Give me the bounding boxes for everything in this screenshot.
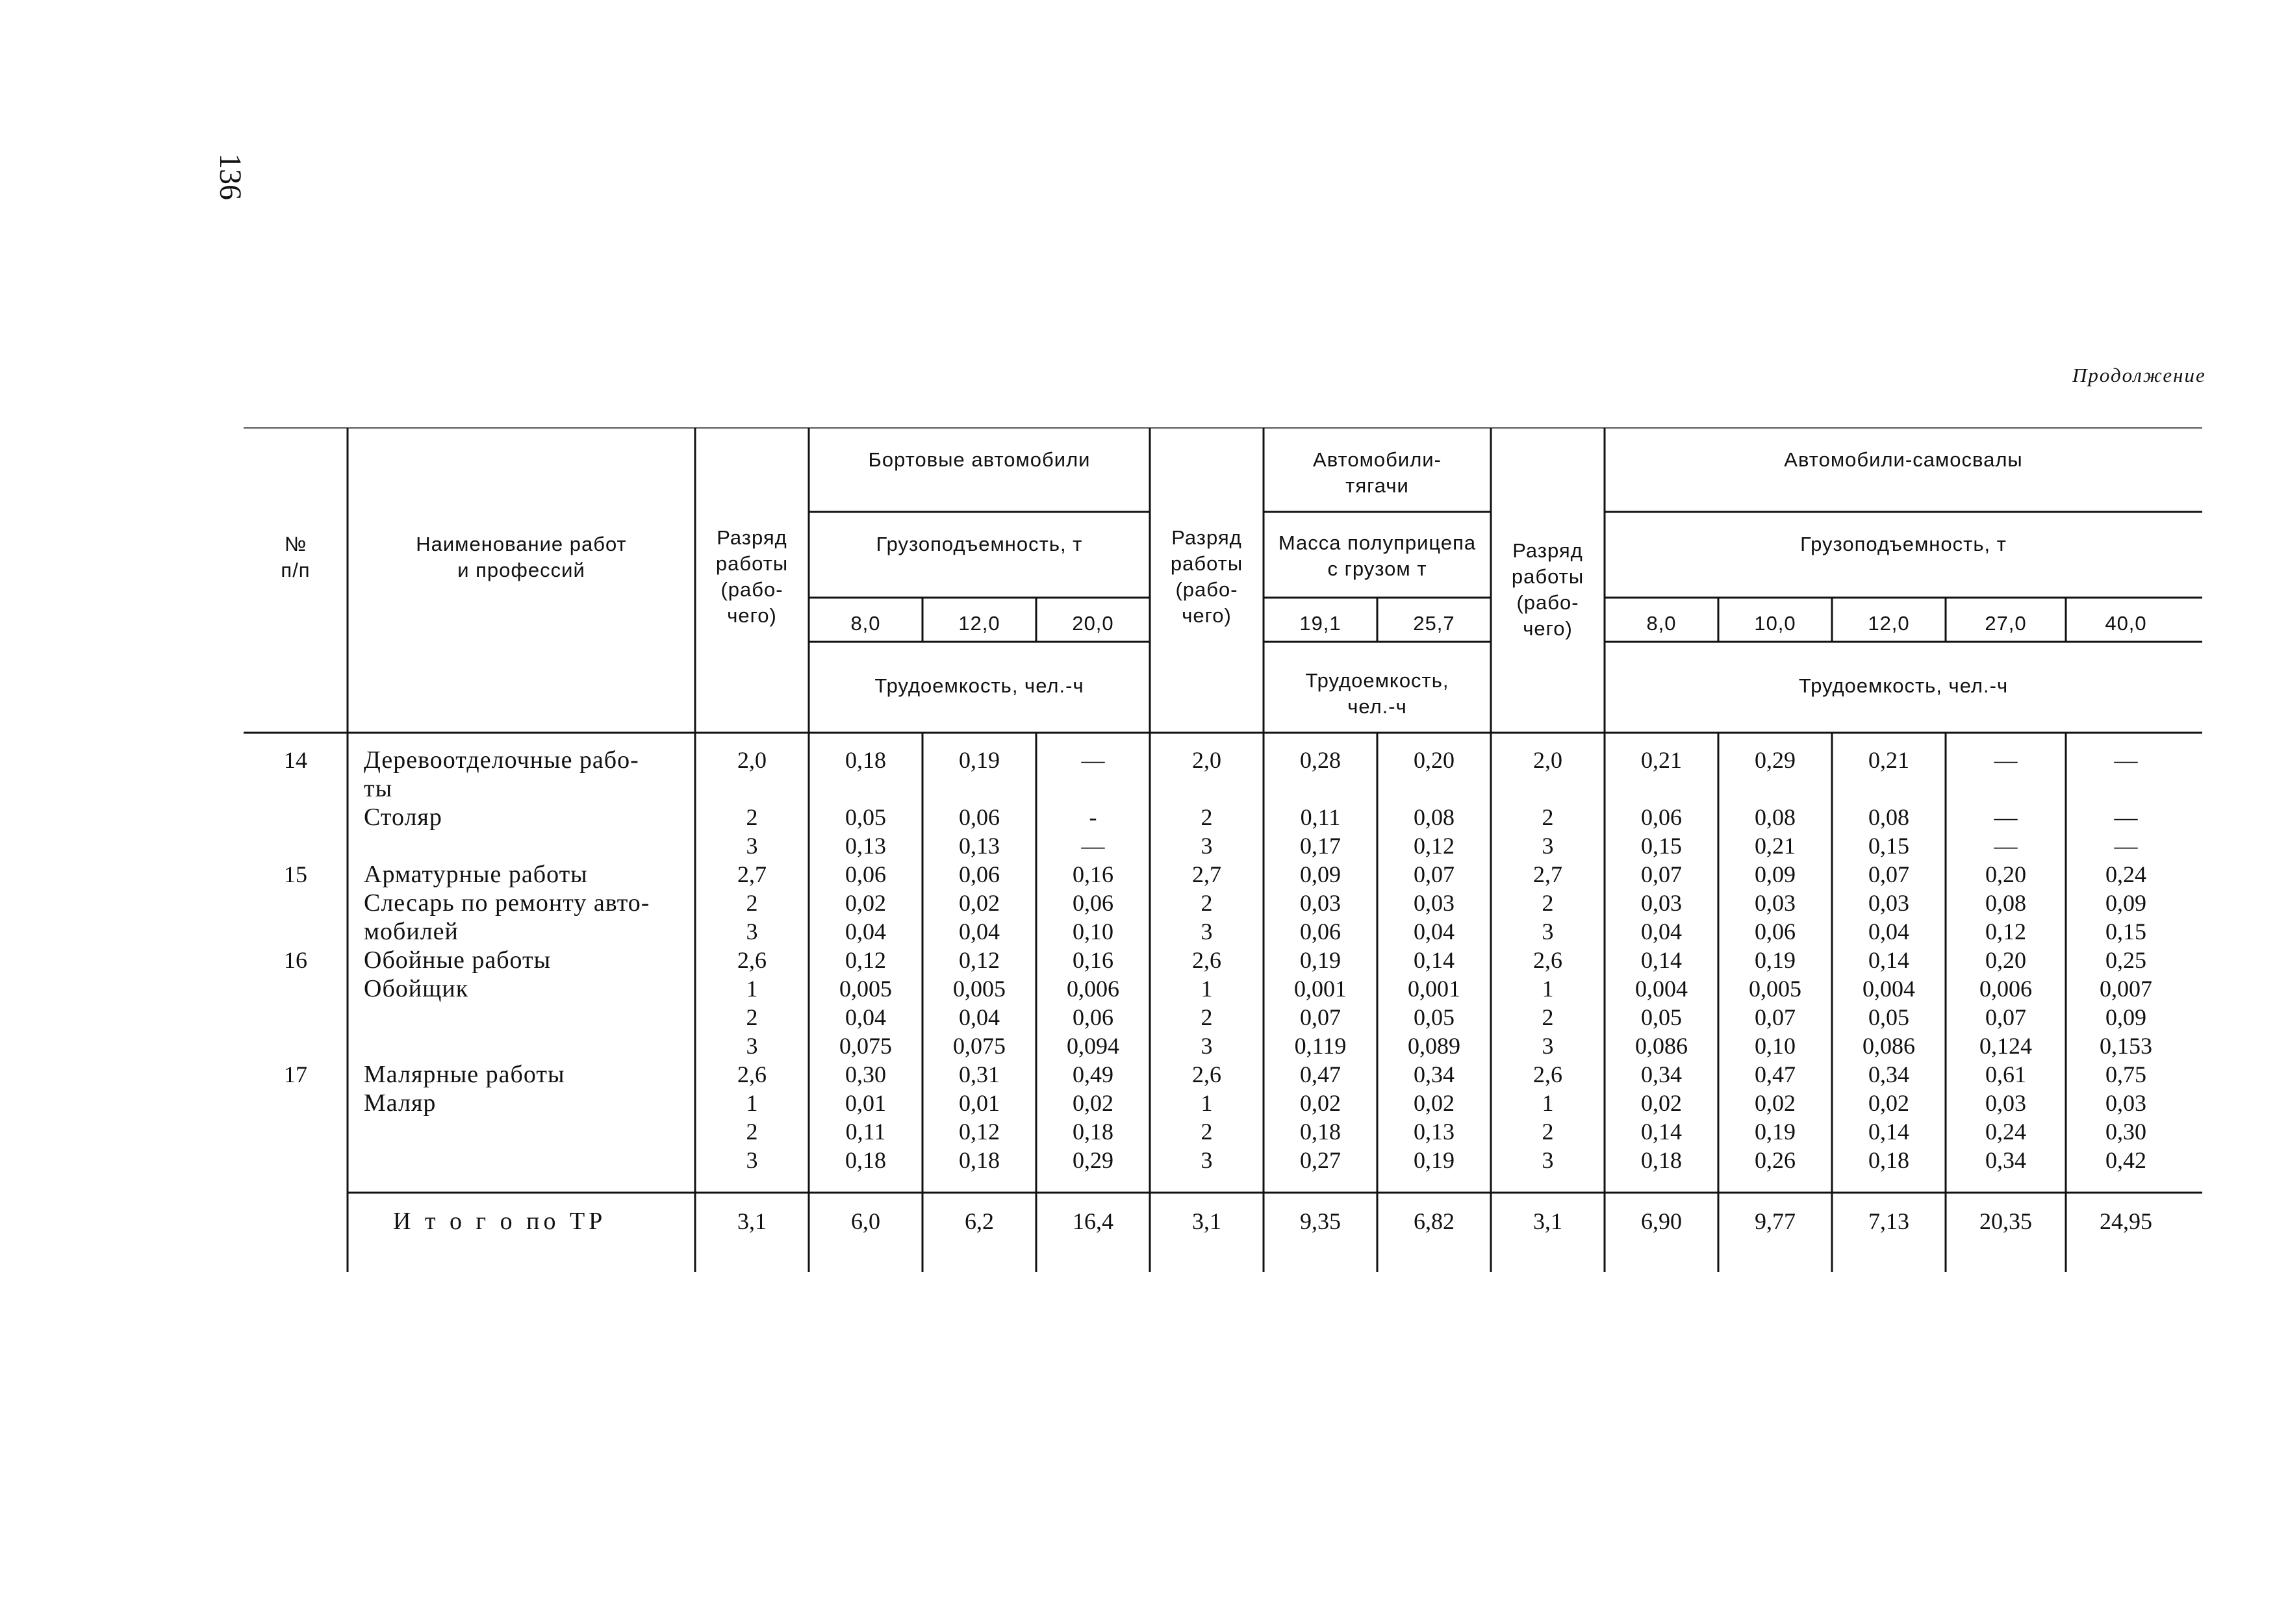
- tyagach-value: 0,07: [1300, 1004, 1341, 1030]
- bort-value: 0,075: [953, 1033, 1006, 1059]
- grade-1: 3: [746, 1147, 758, 1173]
- samosval-value: 0,29: [1755, 747, 1796, 773]
- grade-3: 2,0: [1533, 747, 1562, 773]
- row-name: Малярные работы: [364, 1061, 565, 1088]
- total-samosval: 6,90: [1641, 1208, 1682, 1234]
- total-samosval: 20,35: [1979, 1208, 2032, 1234]
- tyagach-value: 0,02: [1300, 1090, 1341, 1116]
- header-grade-3: Разряд работы (рабо- чего): [1511, 539, 1584, 640]
- bort-value: 0,30: [845, 1061, 886, 1087]
- bort-value: 0,006: [1067, 976, 1119, 1002]
- bort-value: 0,06: [1073, 890, 1113, 916]
- samosval-value: 0,14: [1641, 947, 1682, 973]
- samosval-value: 0,07: [1868, 861, 1909, 887]
- group1-title: Бортовые автомобили: [868, 448, 1091, 471]
- bort-value: 0,094: [1067, 1033, 1119, 1059]
- grade-3: 2,6: [1533, 1061, 1562, 1087]
- group3-subtitle: Грузоподъемность, т: [1800, 533, 2007, 555]
- samosval-value: 0,05: [1868, 1004, 1909, 1030]
- samosval-value: 0,02: [1755, 1090, 1796, 1116]
- bort-value: 0,16: [1073, 861, 1113, 887]
- samosval-value: 0,05: [1641, 1004, 1682, 1030]
- total-bort: 16,4: [1073, 1208, 1113, 1234]
- group2-col-1: 25,7: [1413, 612, 1455, 635]
- tyagach-value: 0,001: [1294, 976, 1347, 1002]
- labor-table: [244, 427, 2202, 1278]
- samosval-value: 0,07: [1755, 1004, 1796, 1030]
- grade-3: 1: [1542, 1090, 1554, 1116]
- samosval-value: 0,18: [1868, 1147, 1909, 1173]
- samosval-value: 0,09: [2105, 1004, 2146, 1030]
- samosval-value: 0,47: [1755, 1061, 1796, 1087]
- bort-value: 0,005: [839, 976, 892, 1002]
- tyagach-value: 0,03: [1414, 890, 1455, 916]
- samosval-value: 0,004: [1635, 976, 1688, 1002]
- group3-col-4: 40,0: [2105, 612, 2147, 635]
- grade-1: 2,6: [737, 1061, 767, 1087]
- samosval-value: 0,61: [1985, 1061, 2026, 1087]
- tyagach-value: 0,13: [1414, 1119, 1455, 1145]
- group2-col-0: 19,1: [1299, 612, 1341, 635]
- row-num: 14: [284, 747, 307, 773]
- tyagach-value: 0,14: [1414, 947, 1455, 973]
- grade-2: 3: [1201, 1147, 1213, 1173]
- bort-value: 0,16: [1073, 947, 1113, 973]
- total-grade-2: 3,1: [1192, 1208, 1221, 1234]
- bort-value: 0,49: [1073, 1061, 1113, 1087]
- group3-unit: Трудоемкость, чел.-ч: [1798, 674, 2009, 697]
- bort-value: 0,13: [959, 833, 1000, 859]
- total-samosval: 7,13: [1868, 1208, 1909, 1234]
- samosval-value: 0,15: [1641, 833, 1682, 859]
- samosval-value: 0,12: [1985, 919, 2026, 945]
- total-tyagach: 9,35: [1300, 1208, 1341, 1234]
- grade-2: 2,7: [1192, 861, 1221, 887]
- samosval-value: 0,03: [1868, 890, 1909, 916]
- bort-value: 0,01: [959, 1090, 1000, 1116]
- grade-2: 3: [1201, 833, 1213, 859]
- tyagach-value: 0,089: [1408, 1033, 1460, 1059]
- grade-3: 2: [1542, 1119, 1554, 1145]
- samosval-value: 0,124: [1979, 1033, 2032, 1059]
- bort-value: 0,075: [839, 1033, 892, 1059]
- bort-value: 0,005: [953, 976, 1006, 1002]
- total-label: И т о г о по ТР: [393, 1208, 607, 1235]
- samosval-value: 0,07: [1641, 861, 1682, 887]
- samosval-value: 0,19: [1755, 1119, 1796, 1145]
- tyagach-value: 0,19: [1414, 1147, 1455, 1173]
- tyagach-value: 0,07: [1414, 861, 1455, 887]
- group2-unit: Трудоемкость, чел.-ч: [1305, 669, 1449, 718]
- bort-value: 0,18: [845, 747, 886, 773]
- group3-col-3: 27,0: [1985, 612, 2027, 635]
- grade-2: 2,6: [1192, 947, 1221, 973]
- samosval-value: 0,006: [1979, 976, 2032, 1002]
- samosval-value: 0,20: [1985, 861, 2026, 887]
- bort-value: 0,05: [845, 804, 886, 830]
- samosval-value: 0,004: [1862, 976, 1915, 1002]
- grade-2: 1: [1201, 976, 1213, 1002]
- row-name: ты: [364, 775, 393, 802]
- bort-value: 0,18: [959, 1147, 1000, 1173]
- group3-col-0: 8,0: [1646, 612, 1677, 635]
- page-number: 136: [213, 153, 248, 200]
- row-name: Арматурные работы: [364, 861, 588, 888]
- grade-3: 3: [1542, 833, 1554, 859]
- row-name: Слесарь по ремонту авто-: [364, 889, 650, 917]
- samosval-value: 0,086: [1635, 1033, 1688, 1059]
- tyagach-value: 0,001: [1408, 976, 1460, 1002]
- samosval-value: 0,14: [1868, 1119, 1909, 1145]
- header-grade-2: Разряд работы (рабо- чего): [1170, 526, 1243, 627]
- samosval-value: 0,03: [1641, 890, 1682, 916]
- grade-1: 2,0: [737, 747, 767, 773]
- grade-1: 1: [746, 976, 758, 1002]
- tyagach-value: 0,17: [1300, 833, 1341, 859]
- grade-3: 2: [1542, 1004, 1554, 1030]
- grade-2: 2: [1201, 890, 1213, 916]
- tyagach-value: 0,12: [1414, 833, 1455, 859]
- grade-1: 2: [746, 1004, 758, 1030]
- samosval-value: 0,08: [1868, 804, 1909, 830]
- samosval-value: 0,07: [1985, 1004, 2026, 1030]
- row-name: Деревоотделочные рабо-: [364, 746, 639, 774]
- group3-col-2: 12,0: [1868, 612, 1910, 635]
- grade-3: 2,6: [1533, 947, 1562, 973]
- samosval-value: 0,34: [1641, 1061, 1682, 1087]
- row-num: 17: [284, 1061, 307, 1087]
- bort-value: -: [1089, 804, 1097, 830]
- tyagach-value: 0,05: [1414, 1004, 1455, 1030]
- tyagach-value: 0,28: [1300, 747, 1341, 773]
- group1-col-1: 12,0: [958, 612, 1000, 635]
- grade-1: 2: [746, 890, 758, 916]
- samosval-value: 0,19: [1755, 947, 1796, 973]
- row-name: Обойщик: [364, 975, 469, 1002]
- header-name: Наименование работ и профессий: [416, 533, 627, 581]
- grade-1: 3: [746, 1033, 758, 1059]
- samosval-value: 0,08: [1755, 804, 1796, 830]
- row-name: мобилей: [364, 918, 459, 945]
- bort-value: 0,04: [845, 919, 886, 945]
- grade-2: 2: [1201, 1004, 1213, 1030]
- samosval-value: 0,06: [1641, 804, 1682, 830]
- samosval-value: 0,10: [1755, 1033, 1796, 1059]
- samosval-value: —: [2114, 804, 2138, 830]
- total-grade-1: 3,1: [737, 1208, 767, 1234]
- bort-value: 0,02: [845, 890, 886, 916]
- samosval-value: 0,24: [1985, 1119, 2026, 1145]
- bort-value: 0,02: [1073, 1090, 1113, 1116]
- samosval-value: 0,06: [1755, 919, 1796, 945]
- samosval-value: 0,21: [1868, 747, 1909, 773]
- samosval-value: 0,005: [1749, 976, 1801, 1002]
- grade-1: 2: [746, 804, 758, 830]
- samosval-value: —: [1994, 747, 2018, 773]
- samosval-value: 0,15: [1868, 833, 1909, 859]
- samosval-value: 0,03: [2105, 1090, 2146, 1116]
- bort-value: 0,13: [845, 833, 886, 859]
- samosval-value: 0,02: [1641, 1090, 1682, 1116]
- bort-value: 0,18: [1073, 1119, 1113, 1145]
- group1-subtitle: Грузоподъемность, т: [876, 533, 1083, 555]
- samosval-value: 0,007: [2100, 976, 2152, 1002]
- bort-value: 0,01: [845, 1090, 886, 1116]
- row-num: 16: [284, 947, 307, 973]
- samosval-value: 0,30: [2105, 1119, 2146, 1145]
- bort-value: 0,29: [1073, 1147, 1113, 1173]
- tyagach-value: 0,08: [1414, 804, 1455, 830]
- tyagach-value: 0,04: [1414, 919, 1455, 945]
- grade-2: 3: [1201, 1033, 1213, 1059]
- samosval-value: 0,04: [1641, 919, 1682, 945]
- samosval-value: 0,24: [2105, 861, 2146, 887]
- bort-value: —: [1081, 747, 1105, 773]
- samosval-value: 0,04: [1868, 919, 1909, 945]
- samosval-value: 0,03: [1985, 1090, 2026, 1116]
- grade-1: 2: [746, 1119, 758, 1145]
- samosval-value: 0,18: [1641, 1147, 1682, 1173]
- bort-value: 0,04: [959, 1004, 1000, 1030]
- row-name: Маляр: [364, 1089, 437, 1117]
- bort-value: 0,18: [845, 1147, 886, 1173]
- grade-3: 1: [1542, 976, 1554, 1002]
- tyagach-value: 0,20: [1414, 747, 1455, 773]
- bort-value: 0,12: [845, 947, 886, 973]
- samosval-value: 0,21: [1641, 747, 1682, 773]
- total-samosval: 24,95: [2100, 1208, 2152, 1234]
- tyagach-value: 0,18: [1300, 1119, 1341, 1145]
- grade-3: 2: [1542, 804, 1554, 830]
- total-tyagach: 6,82: [1414, 1208, 1455, 1234]
- samosval-value: 0,15: [2105, 919, 2146, 945]
- samosval-value: 0,25: [2105, 947, 2146, 973]
- grade-1: 1: [746, 1090, 758, 1116]
- tyagach-value: 0,03: [1300, 890, 1341, 916]
- group1-col-2: 20,0: [1072, 612, 1114, 635]
- grade-3: 3: [1542, 1147, 1554, 1173]
- bort-value: 0,31: [959, 1061, 1000, 1087]
- samosval-value: —: [2114, 747, 2138, 773]
- grade-2: 2,6: [1192, 1061, 1221, 1087]
- group1-unit: Трудоемкость, чел.-ч: [874, 674, 1084, 697]
- group1-col-0: 8,0: [850, 612, 881, 635]
- bort-value: 0,12: [959, 947, 1000, 973]
- total-grade-3: 3,1: [1533, 1208, 1562, 1234]
- bort-value: 0,04: [845, 1004, 886, 1030]
- bort-value: 0,02: [959, 890, 1000, 916]
- total-bort: 6,2: [965, 1208, 994, 1234]
- tyagach-value: 0,09: [1300, 861, 1341, 887]
- bort-value: 0,06: [959, 804, 1000, 830]
- grade-1: 3: [746, 833, 758, 859]
- tyagach-value: 0,34: [1414, 1061, 1455, 1087]
- bort-value: 0,11: [845, 1119, 886, 1145]
- group2-subtitle: Масса полуприцепа с грузом т: [1278, 531, 1477, 580]
- group3-col-1: 10,0: [1754, 612, 1796, 635]
- header-grade-1: Разряд работы (рабо- чего): [715, 526, 789, 627]
- samosval-value: 0,20: [1985, 947, 2026, 973]
- samosval-value: 0,42: [2105, 1147, 2146, 1173]
- samosval-value: —: [1994, 804, 2018, 830]
- samosval-value: 0,21: [1755, 833, 1796, 859]
- bort-value: —: [1081, 833, 1105, 859]
- samosval-value: 0,34: [1985, 1147, 2026, 1173]
- samosval-value: 0,09: [1755, 861, 1796, 887]
- bort-value: 0,10: [1073, 919, 1113, 945]
- row-num: 15: [284, 861, 307, 887]
- total-bort: 6,0: [851, 1208, 880, 1234]
- tyagach-value: 0,11: [1300, 804, 1341, 830]
- grade-3: 2: [1542, 890, 1554, 916]
- grade-1: 3: [746, 919, 758, 945]
- tyagach-value: 0,19: [1300, 947, 1341, 973]
- samosval-value: 0,02: [1868, 1090, 1909, 1116]
- grade-3: 3: [1542, 1033, 1554, 1059]
- grade-2: 3: [1201, 919, 1213, 945]
- grade-2: 2: [1201, 804, 1213, 830]
- grade-1: 2,6: [737, 947, 767, 973]
- total-samosval: 9,77: [1755, 1208, 1796, 1234]
- samosval-value: 0,14: [1641, 1119, 1682, 1145]
- samosval-value: 0,14: [1868, 947, 1909, 973]
- samosval-value: 0,75: [2105, 1061, 2146, 1087]
- samosval-value: —: [2114, 833, 2138, 859]
- group2-title: Автомобили- тягачи: [1313, 448, 1442, 497]
- samosval-value: 0,153: [2100, 1033, 2152, 1059]
- tyagach-value: 0,27: [1300, 1147, 1341, 1173]
- grade-2: 2,0: [1192, 747, 1221, 773]
- grade-3: 2,7: [1533, 861, 1562, 887]
- grade-3: 3: [1542, 919, 1554, 945]
- bort-value: 0,12: [959, 1119, 1000, 1145]
- continuation-label: Продолжение: [2072, 364, 2206, 387]
- grade-2: 2: [1201, 1119, 1213, 1145]
- samosval-value: —: [1994, 833, 2018, 859]
- bort-value: 0,04: [959, 919, 1000, 945]
- grade-1: 2,7: [737, 861, 767, 887]
- tyagach-value: 0,02: [1414, 1090, 1455, 1116]
- samosval-value: 0,09: [2105, 890, 2146, 916]
- tyagach-value: 0,47: [1300, 1061, 1341, 1087]
- tyagach-value: 0,06: [1300, 919, 1341, 945]
- group3-title: Автомобили-самосвалы: [1784, 448, 2023, 471]
- samosval-value: 0,08: [1985, 890, 2026, 916]
- row-name: Обойные работы: [364, 946, 552, 974]
- bort-value: 0,06: [845, 861, 886, 887]
- bort-value: 0,06: [1073, 1004, 1113, 1030]
- samosval-value: 0,26: [1755, 1147, 1796, 1173]
- row-name: Столяр: [364, 804, 442, 831]
- bort-value: 0,06: [959, 861, 1000, 887]
- header-num: № п/п: [281, 533, 311, 581]
- samosval-value: 0,086: [1862, 1033, 1915, 1059]
- bort-value: 0,19: [959, 747, 1000, 773]
- tyagach-value: 0,119: [1294, 1033, 1347, 1059]
- grade-2: 1: [1201, 1090, 1213, 1116]
- samosval-value: 0,03: [1755, 890, 1796, 916]
- samosval-value: 0,34: [1868, 1061, 1909, 1087]
